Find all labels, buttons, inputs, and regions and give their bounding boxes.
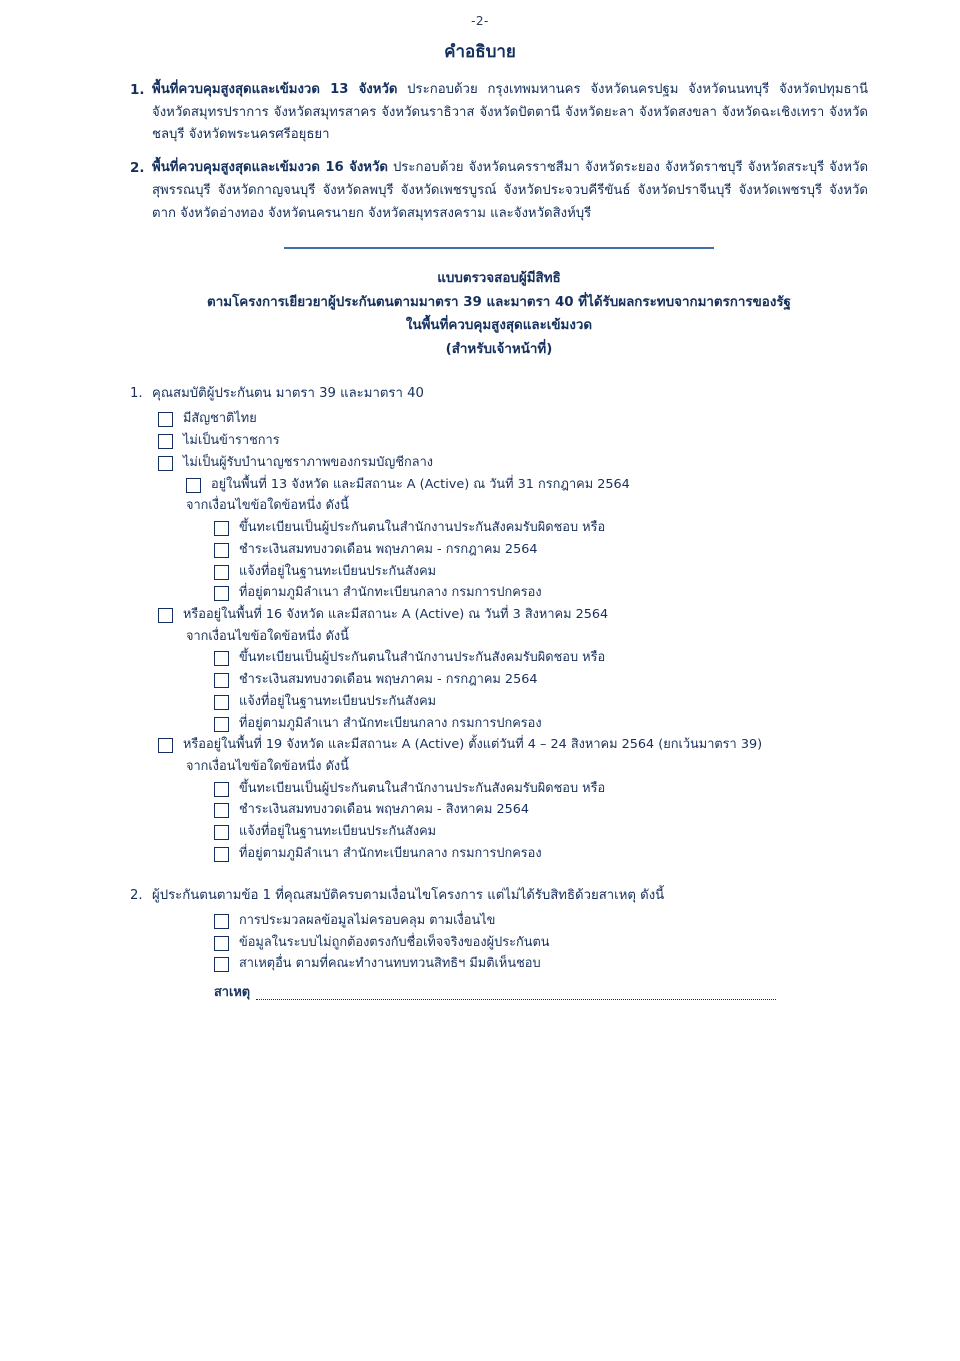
reason-field[interactable] [214, 981, 868, 1002]
checkbox-label: ขึ้นทะเบียนเป็นผู้ประกันตนในสำนักงานประกันสังคมรับผิดชอบ หรือ [239, 650, 606, 666]
checkbox-row[interactable] [214, 954, 868, 975]
checkbox-row[interactable] [158, 409, 868, 430]
checkbox-label: อยู่ในพื้นที่ 13 จังหวัด และมีสถานะ A (Active) ณ วันที่ 31 กรกฎาคม 2564 [211, 476, 630, 492]
checkbox-row[interactable] [214, 800, 868, 821]
checkbox-row[interactable] [158, 605, 868, 626]
checkbox-label: แจ้งที่อยู่ในฐานทะเบียนประกันสังคม [239, 693, 437, 709]
checkbox-row[interactable] [158, 431, 868, 452]
checkbox-row[interactable] [186, 475, 868, 496]
form-heading [130, 267, 868, 361]
checkbox-row[interactable] [214, 518, 868, 539]
explanation-text: ประกอบด้วย จังหวัดนครราชสีมา จังหวัดระยอง จังหวัดราชบุรี จังหวัดสระบุรี จังหวัดสุพรรณบุรี จังหวัดกาญจนบุรี จังหวัดลพบุรี จังหวัดเพชรบูรณ์ จังหวัดประจวบคีรีขันธ์ จังหวัดปราจีนบุรี จังหวัดเพชรบุรี จังหวัดตาก จังหวัดอ่างทอง จังหวัดนครนายก จังหวัดสมุทรสงคราม และจังหวัดสิงห์บุรี [152, 160, 869, 221]
section-number: 2. [130, 887, 143, 903]
checkbox-icon[interactable] [214, 717, 229, 732]
section-title: ผู้ประกันตนตามข้อ 1 ที่คุณสมบัติครบตามเงื่อนไขโครงการ แต่ไม่ได้รับสิทธิด้วยสาเหตุ ดังนี้ [152, 887, 665, 903]
checkbox-row[interactable] [158, 453, 868, 474]
checkbox-icon[interactable] [158, 434, 173, 449]
checkbox-row[interactable] [214, 670, 868, 691]
checkbox-icon[interactable] [214, 847, 229, 862]
checkbox-icon[interactable] [214, 914, 229, 929]
checkbox-label: ที่อยู่ตามภูมิลำเนา สำนักทะเบียนกลาง กรมการปกครอง [239, 845, 542, 861]
checkbox-icon[interactable] [214, 782, 229, 797]
checkbox-label: ขึ้นทะเบียนเป็นผู้ประกันตนในสำนักงานประกันสังคมรับผิดชอบ หรือ [239, 780, 606, 796]
checkbox-icon[interactable] [214, 586, 229, 601]
explanation-lead: พื้นที่ควบคุมสูงสุดและเข้มงวด 16 จังหวัด [152, 160, 388, 176]
checkbox-row[interactable] [214, 911, 868, 932]
checkbox-label: ที่อยู่ตามภูมิลำเนา สำนักทะเบียนกลาง กรมการปกครอง [239, 585, 542, 601]
checkbox-icon[interactable] [214, 651, 229, 666]
condition-note: จากเงื่อนไขข้อใดข้อหนึ่ง ดังนี้ [186, 628, 349, 644]
explanation-item [130, 157, 868, 225]
checkbox-icon[interactable] [214, 521, 229, 536]
checkbox-row[interactable] [214, 562, 868, 583]
checkbox-row[interactable] [214, 692, 868, 713]
checkbox-icon[interactable] [158, 738, 173, 753]
checkbox-row[interactable] [214, 822, 868, 843]
checkbox-icon[interactable] [214, 673, 229, 688]
section-divider [284, 247, 714, 249]
checkbox-row[interactable] [214, 844, 868, 865]
explanation-number: 2. [130, 160, 145, 177]
checkbox-icon[interactable] [214, 957, 229, 972]
form-heading-line-2: ตามโครงการเยียวยาผู้ประกันตนตามมาตรา 39 และมาตรา 40 ที่ได้รับผลกระทบจากมาตรการของรัฐ [207, 294, 791, 310]
explanation-body [152, 79, 868, 147]
document-content [0, 79, 960, 1002]
page-title: คำอธิบาย [444, 42, 516, 62]
condition-note: จากเงื่อนไขข้อใดข้อหนึ่ง ดังนี้ [186, 758, 349, 774]
form-section-2 [130, 885, 868, 1003]
checkbox-label: ไม่เป็นผู้รับบำนาญชราภาพของกรมบัญชีกลาง [183, 454, 434, 470]
explanation-item [130, 79, 868, 147]
checkbox-label: แจ้งที่อยู่ในฐานทะเบียนประกันสังคม [239, 824, 437, 840]
form-heading-line-3: ในพื้นที่ควบคุมสูงสุดและเข้มงวด [405, 318, 593, 334]
condition-note: จากเงื่อนไขข้อใดข้อหนึ่ง ดังนี้ [186, 498, 349, 514]
explanation-body [152, 157, 868, 225]
checkbox-label: ชำระเงินสมทบงวดเดือน พฤษภาคม - สิงหาคม 2564 [239, 802, 530, 818]
explanation-text: ประกอบด้วย กรุงเทพมหานคร จังหวัดนครปฐม จังหวัดนนทบุรี จังหวัดปทุมธานี จังหวัดสมุทรปราการ จังหวัดสมุทรสาคร จังหวัดนราธิวาส จังหวัดปัตตานี จังหวัดยะลา จังหวัดสงขลา จังหวัดฉะเชิงเทรา จังหวัดชลบุรี จังหวัดพระนครศรีอยุธยา [152, 82, 869, 143]
checkbox-icon[interactable] [158, 608, 173, 623]
checkbox-row[interactable] [214, 779, 868, 800]
checkbox-label: การประมวลผลข้อมูลไม่ครอบคลุม ตามเงื่อนไข [239, 913, 496, 928]
checkbox-label: ไม่เป็นข้าราชการ [183, 433, 280, 449]
checkbox-label: ข้อมูลในระบบไม่ถูกต้องตรงกับชื่อเท็จจริงของผู้ประกันตน [239, 934, 550, 950]
checkbox-row[interactable] [158, 735, 868, 756]
section-number: 1. [130, 386, 143, 402]
checkbox-icon[interactable] [214, 695, 229, 710]
checkbox-label: มีสัญชาติไทย [183, 411, 257, 427]
checkbox-row[interactable] [214, 648, 868, 669]
checkbox-row[interactable] [214, 714, 868, 735]
checkbox-row[interactable] [214, 933, 868, 954]
explanation-lead: พื้นที่ควบคุมสูงสุดและเข้มงวด 13 จังหวัด [152, 82, 398, 97]
page-number: -2- [471, 14, 489, 28]
checkbox-icon[interactable] [214, 936, 229, 951]
checkbox-label: หรืออยู่ในพื้นที่ 16 จังหวัด และมีสถานะ A (Active) ณ วันที่ 3 สิงหาคม 2564 [183, 606, 609, 622]
reason-input-line[interactable] [256, 987, 776, 1000]
checkbox-row[interactable] [214, 540, 868, 561]
form-section-1 [130, 383, 868, 865]
section-title: คุณสมบัติผู้ประกันตน มาตรา 39 และมาตรา 40 [152, 386, 424, 402]
checkbox-label: ที่อยู่ตามภูมิลำเนา สำนักทะเบียนกลาง กรมการปกครอง [239, 715, 542, 731]
form-heading-line-4: (สำหรับเจ้าหน้าที่) [445, 341, 553, 357]
checkbox-row[interactable] [214, 583, 868, 604]
checkbox-label: สาเหตุอื่น ตามที่คณะทำงานทบทวนสิทธิฯ มีมติเห็นชอบ [239, 956, 541, 972]
checkbox-icon[interactable] [214, 543, 229, 558]
checkbox-label: ชำระเงินสมทบงวดเดือน พฤษภาคม - กรกฎาคม 2564 [239, 672, 538, 688]
checkbox-label: หรืออยู่ในพื้นที่ 19 จังหวัด และมีสถานะ A (Active) ตั้งแต่วันที่ 4 – 24 สิงหาคม 2564 (ยกเว้นมาตรา 39) [183, 737, 763, 753]
checkbox-icon[interactable] [186, 478, 201, 493]
checkbox-icon[interactable] [214, 565, 229, 580]
section-heading [130, 383, 868, 405]
checkbox-icon[interactable] [158, 412, 173, 427]
checkbox-icon[interactable] [158, 456, 173, 471]
form-heading-line-1: แบบตรวจสอบผู้มีสิทธิ [437, 271, 561, 287]
checkbox-icon[interactable] [214, 803, 229, 818]
section-heading [130, 885, 868, 907]
explanation-number: 1. [130, 82, 145, 98]
checkbox-label: ขึ้นทะเบียนเป็นผู้ประกันตนในสำนักงานประกันสังคมรับผิดชอบ หรือ [239, 520, 606, 536]
checkbox-label: แจ้งที่อยู่ในฐานทะเบียนประกันสังคม [239, 563, 437, 579]
checkbox-icon[interactable] [214, 825, 229, 840]
checkbox-label: ชำระเงินสมทบงวดเดือน พฤษภาคม - กรกฎาคม 2564 [239, 541, 538, 557]
reason-label: สาเหตุ [214, 985, 251, 1001]
